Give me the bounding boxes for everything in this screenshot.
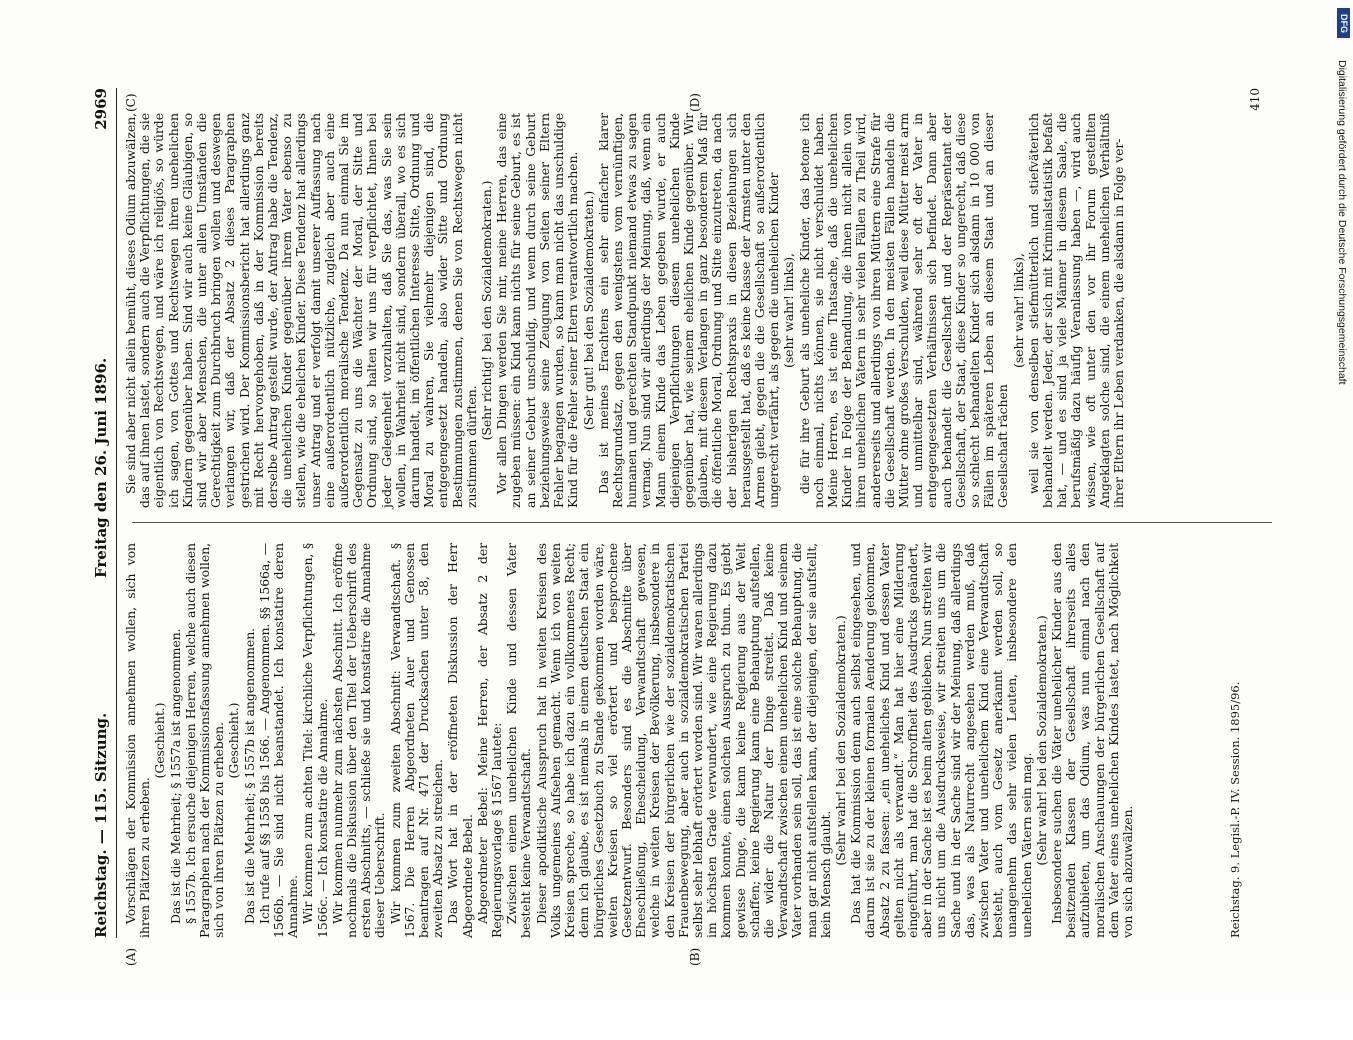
- col1-paragraph: Das ist die Mehrheit; § 1557b ist angenommen.: [241, 627, 257, 924]
- col1-paragraph: Das hat die Kommission denn auch selbst eingesehen, und darum ist sie zu der kleinen formalen Aenderung gekommen, Absatz 2 zu fassen: „ein uneheliches Kind und dessen Vater gelten nicht als verwandt.“ Man hat hier eine Milderung eingeführt, man hat die Schroffheit des Ausdrucks geändert, aber in der Sache ist es beim alten geblieben. Nun streiten wir uns nicht um die Ausdrucksweise, wir streiten uns um die Sache und in der Sache sind wir der Meinung, daß allerdings das, was als Naturrecht angesehen werden muß, daß zwischen Vater und unehelichem Kind eine Verwandtschaft besteht, auch vom Gesetz anerkannt werden soll, so unangenehm das sehr vielen Leuten, insbesondere den unehelichen Vätern sein mag.: [848, 543, 1034, 938]
- header-page-number: 2969: [92, 88, 110, 130]
- dfg-logo: DFG: [1337, 8, 1350, 38]
- text-column-left: [124, 543, 1136, 938]
- col2-paragraph: (Sehr gut! bei den Sozialdemokraten.): [580, 190, 596, 431]
- page-footer: Reichstag. 9. Legisl.-P. IV. Session. 1895/96.: [1228, 681, 1242, 938]
- margin-mark-d: (D): [688, 93, 702, 112]
- col1-paragraph: Insbesondere suchen die Väter unehelicher Kinder aus den besitzenden Klassen der Gesellschaft ihrerseits alles aufzubieten, um das Odium, was nun einmal nach den moralischen Anschauungen der bürgerlichen Gesellschaft auf dem Vater eines unehelichen Kindes lastet, nach Möglichkeit von sich abzuwälzen.: [1049, 543, 1136, 938]
- col2-paragraph: Sie sind aber nicht allein bemüht, dieses Odium abzuwälzen, das auf ihnen lastet, sondern auch die Verpflichtungen, die sie eigentlich von Rechtswegen, und wäre ich religiös, so würde ich sagen, von Gottes und Rechtswegen ihren unehelichen Kindern gegenüber haben. Sind wir auch keine Gläubigen, so sind wir aber Menschen, die unter allen Umständen die Gerechtigkeit zum Durchbruch bringen wollen und deswegen verlangen wir, daß der Absatz 2 dieses Paragraphen gestrichen wird. Der Kommissionsbericht hat allerdings ganz mit Recht hervorgehoben, daß in der Kommission bereits derselbe Antrag gestellt wurde, der Antrag habe die Tendenz, die unehelichen Kinder gegenüber ihrem Vater ebenso zu stellen, wie die ehelichen Kinder. Diese Tendenz hat allerdings unser Antrag und er verfolgt damit unserer Auffassung nach eine außerordentlich nützliche, zugleich aber auch eine außerordentlich moralische Tendenz. Da nun einmal Sie im Gegensatz zu uns die Wächter der Moral, der Sitte und Ordnung sind, so halten wir uns für verpflichtet, Ihnen bei jeder Gelegenheit vorzuhalten, daß Sie das, was Sie sein wollen, in Wahrheit nicht sind, sondern überall, wo es sich darum handelt, im öffentlichen Interesse Sitte, Ordnung und Moral zu wahren, Sie vielmehr diejenigen sind, die entgegengesetzt handeln, also wider Sitte und Ordnung Bestimmungen zustimmen, denen Sie von Rechtswegen nicht zustimmen dürften.: [123, 113, 479, 508]
- col2-paragraph: Das ist meines Erachtens ein sehr einfacher klarer Rechtsgrundsatz, gegen den wenigstens vom vernünftigen, humanen und gerechten Standpunkt niemand etwas zu sagen vermag. Nun sind wir allerdings der Meinung, daß, wenn ein Mann einem Kinde das Leben gegeben wurde, er auch diejenigen Verpflichtungen diesem unehelichen Kinde gegenüber hat, wie seinem ehelichen Kinde gegenüber. Wir glauben, mit diesem Verlangen in ganz besonderem Maß für die öffentliche Moral, Ordnung und Sitte einzutreten, da nach der bisherigen Rechtspraxis in diesen Beziehungen sich herausgestellt hat, daß es keine Klasse der Ärmsten unter den Armen giebt, gegen die die Gesellschaft so außerordentlich ungerecht verfährt, als gegen die unehelichen Kinder: [595, 113, 782, 508]
- col1-paragraph: (Geschieht.): [226, 702, 242, 779]
- margin-mark-b: (B): [688, 947, 702, 966]
- rotated-page-content: [88, 88, 1278, 966]
- col1-paragraph: Vorschlägen der Kommission annehmen wollen, sich von ihren Plätzen zu erheben.: [123, 543, 153, 938]
- col2-paragraph: (sehr wahr! links),: [781, 253, 797, 368]
- margin-mark-c: (C): [124, 93, 138, 112]
- column-divider: [132, 522, 1272, 523]
- col2-paragraph: weil sie von denselben stiefmütterlich und stiefväterlich behandelt werden. Jeder, der sich mit Kriminalstatistik befaßt hat, — und es sind ja viele Männer in diesem Saale, die berufsmäßig dazu häufig Veranlassung haben —, wird auch wissen, wie oft unter den vor ihr Forum gestellten Angeklagten solche sind, die einem unehelichen Verhältniß ihrer Eltern ihr Leben verdanken, die alsdann in Folge ver-: [1025, 113, 1127, 508]
- col1-paragraph: Das ist die Mehrheit; § 1557a ist angenommen.: [167, 628, 183, 924]
- col1-paragraph: Wir kommen zum achten Titel: kirchliche Verpflichtungen, § 1566c. — Ich konstatire die Annahme.: [300, 543, 330, 938]
- col1-paragraph: Zwischen einem unehelichen Kinde und dessen Vater besteht keine Verwandtschaft.: [504, 543, 534, 938]
- col1-paragraph: Wir kommen zum zweiten Abschnitt: Verwandtschaft. § 1567. Die Herren Abgeordneten Auer und Genossen beantragen auf Nr. 471 der Drucksachen unter 58, den zweiten Absatz zu streichen.: [387, 543, 446, 938]
- col1-paragraph: Das Wort hat in der eröffneten Diskussion der Herr Abgeordnete Bebel.: [445, 543, 475, 938]
- col1-paragraph: (Sehr wahr! bei den Sozialdemokraten.): [832, 615, 848, 866]
- col1-paragraph: Wir kommen nunmehr zum nächsten Abschnitt. Ich eröffne nochmals die Diskussion über den Titel der Ueberschrift des ersten Abschnitts, — schließe sie und konstatire die Annahme dieser Ueberschrift.: [329, 543, 388, 938]
- header-session: Reichstag. — 115. Sitzung.: [92, 712, 110, 938]
- text-column-right: [124, 113, 1127, 508]
- sheet-number: 410: [1248, 88, 1262, 111]
- col1-paragraph: Dieser apodiktische Ausspruch hat in weiten Kreisen des Volks ungemeines Aufsehen gemacht. Wenn ich von weiten Kreisen spreche, so habe ich dazu ein vollkommenes Recht; denn ich glaube, es ist niemals in einem deutschen Staat ein bürgerliches Gesetzbuch zu Stande gekommen worden wäre, weiten Kreisen so viel erörtert und besprochene Gesetzentwurf. Besonders sind es die Abschnitte über Eheschließung, Ehescheidung, Verwandtschaft gewesen, welche in weiten Kreisen der Bevölkerung, insbesondere in den Kreisen der bürgerlichen wie der sozialdemokratischen Frauenbewegung, aber auch in sozialdemokratischen Partei selbst sehr lebhaft erörtert worden sind. Wir waren allerdings im höchsten Grade verwundert, wie eine Regierung dazu kommen konnte, einen solchen Ausspruch zu thun. Es giebt gewisse Dinge, die kann keine Regierung aus der Welt schaffen; keine Regierung kann eine Behauptung aufstellen, die wider die Natur der Dinge streitet. Daß keine Verwandtschaft zwischen einem unehelichen Kind und seinem Vater vorhanden sein soll, das ist eine solche Behauptung, die man gar nicht aufstellen kann, der diejenigen, der sie aufstellt, kein Mensch glaubt.: [533, 543, 833, 938]
- dfg-credit-text: Digitalisierung gefördert durch die Deutsche Forschungsgemeinschaft: [1336, 60, 1348, 385]
- col1-paragraph: § 1557b. Ich ersuche diejenigen Herren, welche auch diesen Paragraphen nach der Kommissionsfassung annehmen wollen, sich von ihren Plätzen zu erheben.: [182, 543, 227, 938]
- header-date: Freitag den 26. Juni 1896.: [92, 357, 110, 578]
- col2-paragraph: die für ihre Geburt als uneheliche Kinder, das betone ich noch einmal, nichts können, sie nicht verschuldet haben. Meine Herren, es ist eine Thatsache, daß die unehelichen Kinder in Folge der Behandlung, die ihnen nicht allein von ihren unehelichen Vätern in sehr vielen Fällen zu Theil wird, andererseits und allerdings von ihren Müttern eine Strafe für die Gesellschaft werden. In den meisten Fällen handeln die Mütter ohne großes Verschulden, weil diese Mütter meist arm und unmittelbar sind, während sehr oft der Vater in entgegengesetzten Verhältnissen sich befindet. Dann aber auch behandelt die Gesellschaft und der Repräsentant der Gesellschaft, der Staat, diese Kinder so ungerecht, daß diese so schlecht behandelten Kinder sich alsdann in 10 000 von Fällen im späteren Leben an diesem Staat und an dieser Gesellschaft rächen: [796, 113, 1011, 508]
- col2-paragraph: (Sehr richtig! bei den Sozialdemokraten.): [479, 180, 495, 441]
- margin-mark-a: (A): [124, 947, 138, 966]
- col1-paragraph: (Sehr wahr! bei den Sozialdemokraten.): [1033, 615, 1049, 866]
- col1-paragraph: (Geschieht.): [152, 702, 168, 779]
- page-header: [88, 88, 117, 938]
- dfg-credit-strip: [1335, 8, 1349, 988]
- col2-paragraph: Vor allen Dingen werden Sie mir, meine Herren, das eine zugeben müssen: ein Kind kann nichts für seine Geburt, es ist an seiner Geburt unschuldig, und wenn durch seine Geburt beziehungsweise seine Zeugung von Seiten seiner Eltern Fehler begangen wurden, so kann man nicht das unschuldige Kind für die Fehler seiner Eltern verantwortlich machen.: [494, 113, 581, 508]
- col2-paragraph: (sehr wahr! links),: [1010, 253, 1026, 368]
- col1-paragraph: Abgeordneter Bebel: Meine Herren, der Absatz 2 der Regierungsvorlage § 1567 lautete:: [474, 543, 505, 938]
- col1-paragraph: Ich rufe auf §§ 1558 bis 1566. — Angenommen. §§ 1566a, — 1566b. — Sie sind nicht beanstandet. Ich konstatire deren Annahme.: [256, 543, 301, 938]
